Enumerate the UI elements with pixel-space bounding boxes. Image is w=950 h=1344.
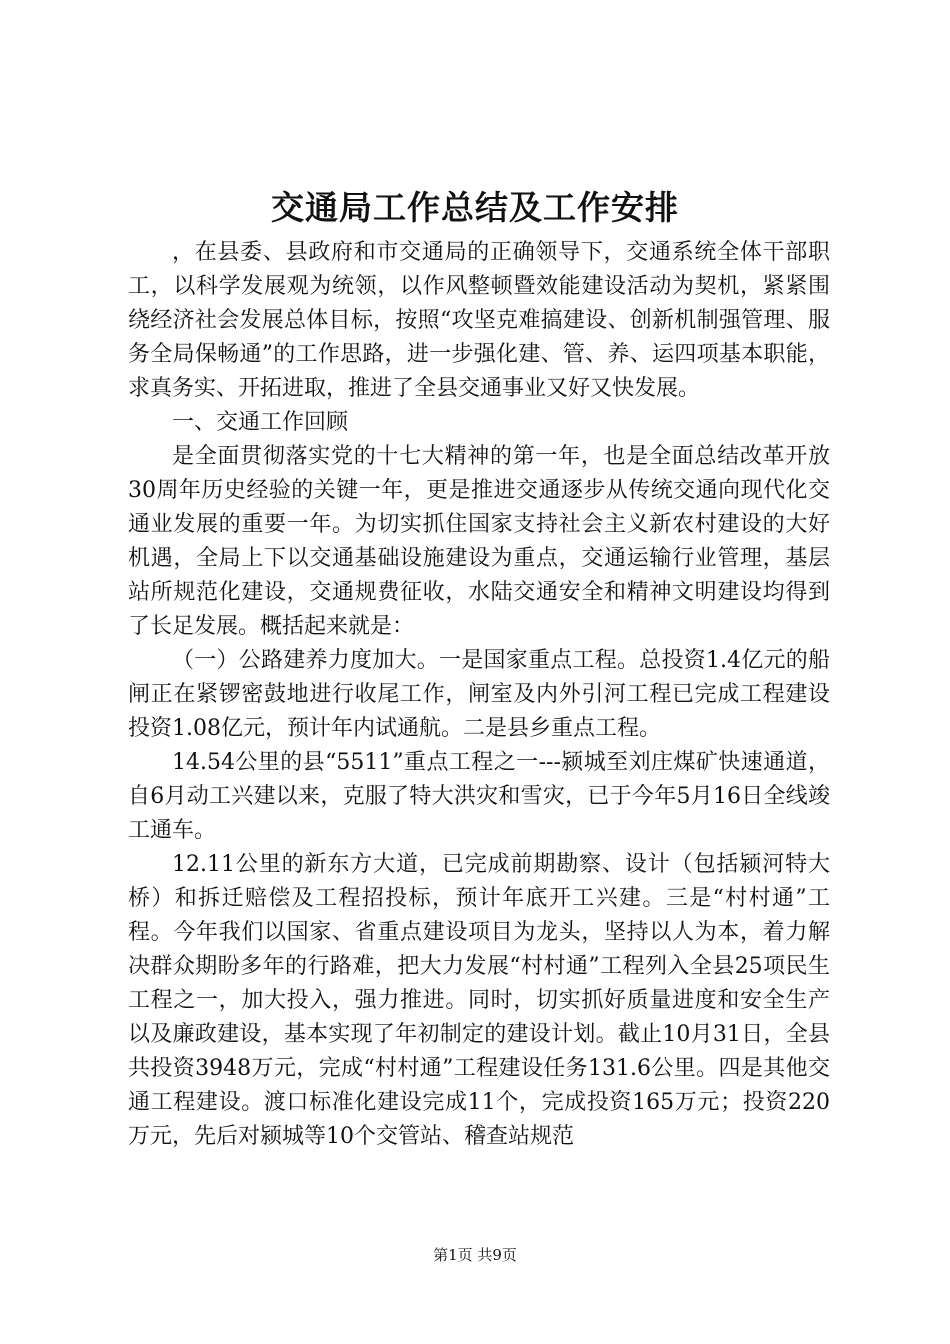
page-number-footer: 第1页 共9页 xyxy=(433,1246,517,1264)
paragraph: 12.11公里的新东方大道，已完成前期勘察、设计（包括颍河特大桥）和拆迁赔偿及工程招投标，预计年底开工兴建。三是“村村通”工程。今年我们以国家、省重点建设项目为龙头，坚持以人为本，着力解决群众期盼多年的行路难，把大力发展“村村通”工程列入全县25项民生工程之一，加大投入，强力推进。同时，切实抓好质量进度和安全生产以及廉政建设，基本实现了年初制定的建设计划。截止10月31日，全县共投资3948万元，完成“村村通”工程建设任务131.6公里。四是其他交通工程建设。渡口标准化建设完成11个，完成投资165万元；投资220万元，先后对颍城等10个交管站、稽查站规范 xyxy=(128,852,830,1149)
paragraph: （一）公路建养力度加大。一是国家重点工程。总投资1.4亿元的船闸正在紧锣密鼓地进行收尾工作，闸室及内外引河工程已完成工程建设投资1.08亿元，预计年内试通航。二是县乡重点工程。 xyxy=(128,648,830,741)
paragraph: ，在县委、县政府和市交通局的正确领导下，交通系统全体干部职工，以科学发展观为统领，以作风整顿暨效能建设活动为契机，紧紧围绕经济社会发展总体目标，按照“攻坚克难搞建设、创新机制强管理、服务全局保畅通”的工作思路，进一步强化建、管、养、运四项基本职能，求真务实、开拓进取，推进了全县交通事业又好又快发展。 xyxy=(128,240,830,401)
paragraph: 是全面贯彻落实党的十七大精神的第一年，也是全面总结改革开放30周年历史经验的关键一年，更是推进交通逐步从传统交通向现代化交通业发展的重要一年。为切实抓住国家支持社会主义新农村建设的大好机遇，全局上下以交通基础设施建设为重点，交通运输行业管理，基层站所规范化建设，交通规费征收，水陆交通安全和精神文明建设均得到了长足发展。概括起来就是： xyxy=(128,444,830,639)
document-title: 交通局工作总结及工作安排 xyxy=(271,188,679,227)
document-body xyxy=(128,236,830,1154)
paragraph: 14.54公里的县“5511”重点工程之一---颍城至刘庄煤矿快速通道，自6月动工兴建以来，克服了特大洪灾和雪灾，已于今年5月16日全线竣工通车。 xyxy=(128,750,830,843)
section-heading: 一、交通工作回顾 xyxy=(172,410,349,435)
